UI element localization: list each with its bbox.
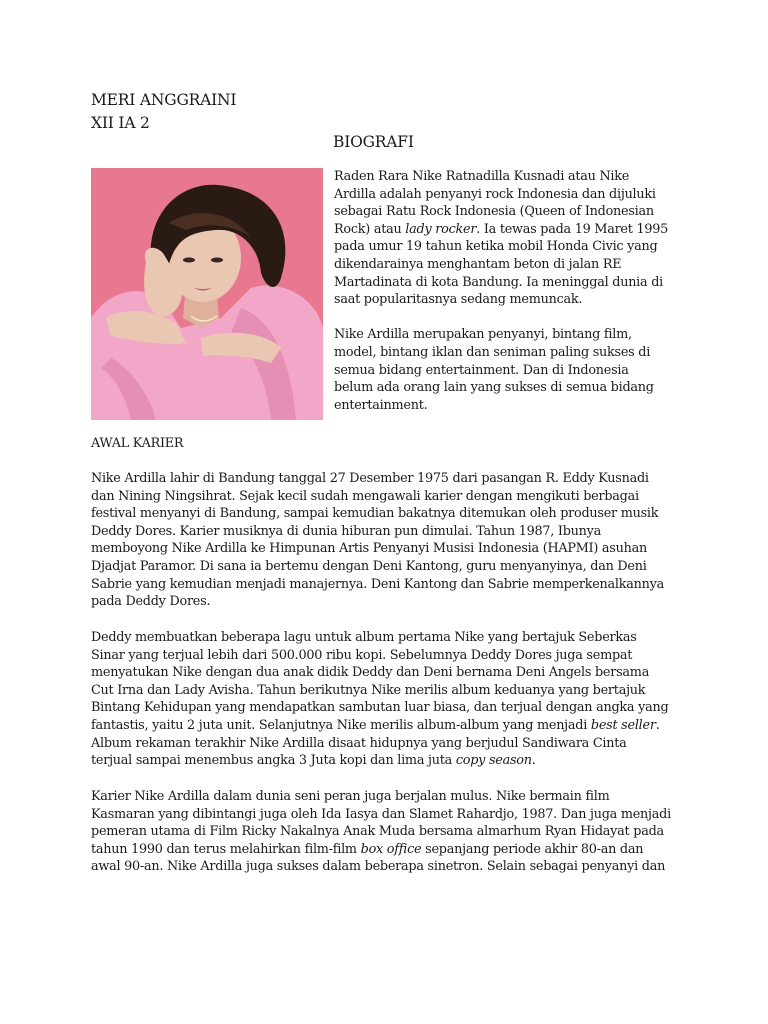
portrait-photo: [91, 168, 323, 420]
text-line: Deddy Dores. Karier musiknya di dunia hiburan pun dimulai. Tahun 1987, Ibunya: [91, 523, 601, 539]
text-line: pada Deddy Dores.: [91, 594, 211, 610]
body-paragraph-1: [91, 470, 691, 611]
text-line: tahun 1990 dan terus melahirkan film-film box office sepanjang periode akhir 80-an dan: [91, 841, 644, 857]
text-line: entertainment.: [334, 397, 428, 413]
text-line: terjual sampai menembus angka 3 Juta kopi dan lima juta copy season.: [91, 753, 536, 769]
text-line: Sabrie yang kemudian menjadi manajernya. Deni Kantong dan Sabrie memperkenalkannya: [91, 576, 664, 592]
text-line: Rock) atau lady rocker. Ia tewas pada 19 Maret 1995: [334, 221, 669, 237]
text-line: Ardilla adalah penyanyi rock Indonesia dan dijuluki: [334, 186, 656, 202]
text-line: menyatukan Nike dengan dua anak didik Deddy dan Deni bernama Deni Angels bersama: [91, 665, 650, 681]
right-eye: [211, 258, 223, 263]
section-heading: AWAL KARIER: [91, 436, 184, 451]
document-title: BIOGRAFI: [333, 133, 414, 151]
text-line: Cut Irna dan Lady Avisha. Tahun berikutnya Nike merilis album keduanya yang bertajuk: [91, 682, 646, 698]
author-name: MERI ANGGRAINI: [91, 91, 237, 109]
text-line: Bintang Kehidupan yang mendapatkan sambutan luar biasa, dan terjual dengan angka yang: [91, 700, 669, 716]
text-line: saat popularitasnya sedang memuncak.: [334, 292, 583, 308]
text-line: belum ada orang lain yang sukses di semua bidang: [334, 380, 654, 396]
class-label: XII IA 2: [91, 114, 150, 132]
text-line: Nike Ardilla lahir di Bandung tanggal 27 Desember 1975 dari pasangan R. Eddy Kusnadi: [91, 471, 649, 486]
text-line: memboyong Nike Ardilla ke Himpunan Artis Penyanyi Musisi Indonesia (HAPMI) asuhan: [91, 541, 647, 557]
italic-term: copy season: [455, 753, 532, 769]
intro-paragraph-2: [334, 326, 679, 414]
text-line: awal 90-an. Nike Ardilla juga sukses dalam beberapa sinetron. Selain sebagai penyanyi dan: [91, 859, 666, 875]
text-line: fantastis, yaitu 2 juta unit. Selanjutnya Nike merilis album-album yang menjadi best seller.: [91, 717, 660, 733]
text-line: Nike Ardilla merupakan penyanyi, bintang film,: [334, 327, 632, 343]
text-line: sebagai Ratu Rock Indonesia (Queen of Indonesian: [334, 204, 654, 220]
intro-text: [334, 168, 679, 432]
text-line: Raden Rara Nike Ratnadilla Kusnadi atau Nike: [334, 169, 630, 184]
text-line: semua bidang entertainment. Dan di Indonesia: [334, 362, 629, 378]
body-paragraph-2: [91, 629, 691, 770]
text-line: Kasmaran yang dibintangi juga oleh Ida Iasya dan Slamet Rahardjo, 1987. Dan juga menjadi: [91, 806, 671, 822]
text-line: pada umur 19 tahun ketika mobil Honda Civic yang: [334, 239, 658, 255]
left-eye: [183, 258, 195, 263]
italic-term: lady rocker: [405, 221, 477, 237]
text-line: Djadjat Paramor. Di sana ia bertemu dengan Deni Kantong, guru menyanyinya, dan Deni: [91, 558, 647, 574]
text-line: Deddy membuatkan beberapa lagu untuk album pertama Nike yang bertajuk Seberkas: [91, 630, 637, 645]
text-line: Sinar yang terjual lebih dari 500.000 ribu kopi. Sebelumnya Deddy Dores juga sempat: [91, 647, 633, 663]
text-line: Album rekaman terakhir Nike Ardilla disaat hidupnya yang berjudul Sandiwara Cinta: [91, 735, 627, 751]
text-line: pemeran utama di Film Ricky Nakalnya Anak Muda bersama almarhum Ryan Hidayat pada: [91, 824, 664, 840]
body-paragraph-3: [91, 788, 691, 876]
intro-paragraph-1: [334, 168, 679, 309]
text-line: Martadinata di kota Bandung. Ia meninggal dunia di: [334, 274, 664, 290]
italic-term: best seller: [590, 717, 656, 733]
text-line: dan Nining Ningsihrat. Sejak kecil sudah mengawali karier dengan mengikuti berbagai: [91, 488, 639, 504]
text-line: Karier Nike Ardilla dalam dunia seni peran juga berjalan mulus. Nike bermain film: [91, 789, 610, 804]
italic-term: box office: [360, 841, 422, 857]
text-line: model, bintang iklan dan seniman paling sukses di: [334, 344, 651, 360]
text-line: festival menyanyi di Bandung, sampai kemudian bakatnya ditemukan oleh produser musik: [91, 506, 659, 522]
text-line: dikendarainya menghantam beton di jalan RE: [334, 256, 622, 272]
portrait-illustration: [91, 168, 323, 420]
